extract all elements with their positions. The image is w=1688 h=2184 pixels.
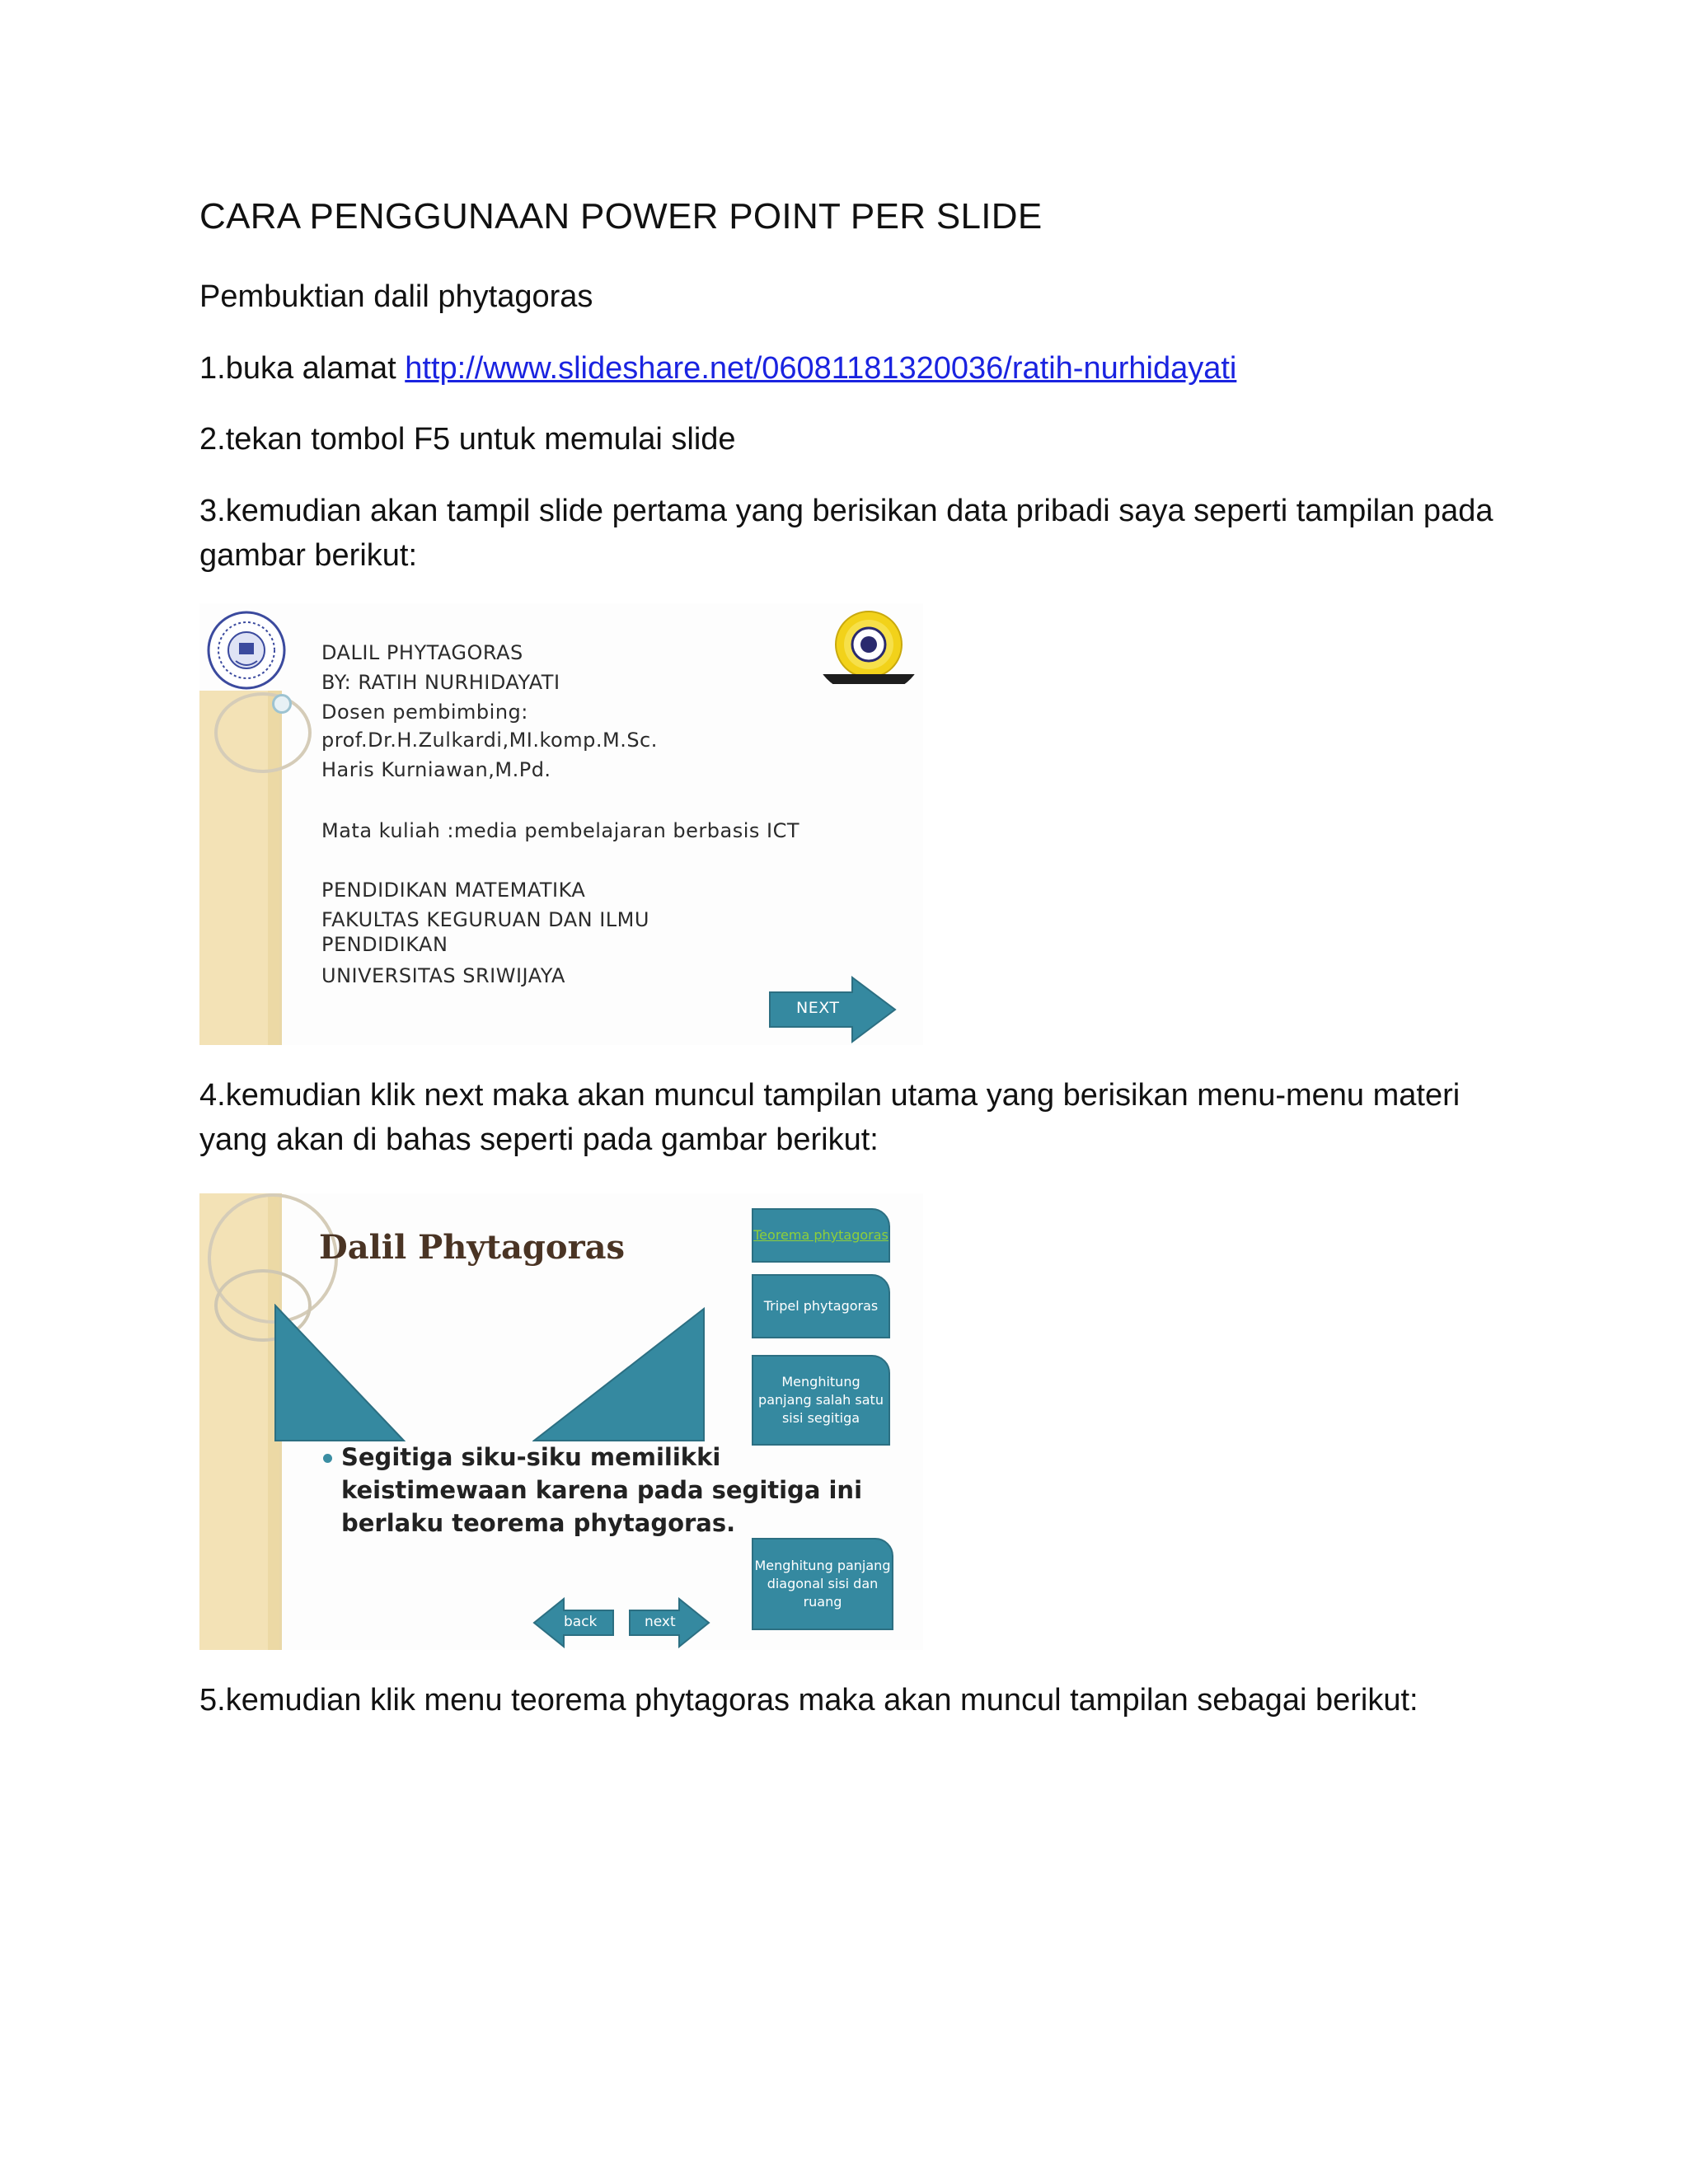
- slide2-back-label[interactable]: back: [564, 1614, 598, 1630]
- slide2-next-label[interactable]: next: [645, 1614, 676, 1630]
- slide1-line7: PENDIDIKAN MATEMATIKA: [321, 879, 586, 902]
- menu-teorema-phytagoras-button[interactable]: Teorema phytagoras: [752, 1208, 890, 1263]
- slide2-title: Dalil Phytagoras: [319, 1228, 626, 1267]
- slide1-line5: Haris Kurniawan,M.Pd.: [321, 758, 551, 781]
- slide1-line2: BY: RATIH NURHIDAYATI: [321, 671, 560, 694]
- step1-prefix: 1.buka alamat: [199, 351, 406, 386]
- slide1-swirl-ornament: [214, 692, 312, 773]
- slide1-screenshot: [199, 603, 923, 1045]
- slide2-bullet-text: Segitiga siku-siku memilikki keistimewaan karena pada segitiga ini berlaku teorema phytagoras.: [341, 1443, 863, 1537]
- step2-paragraph: 2.tekan tombol F5 untuk memulai slide: [199, 422, 736, 457]
- slide1-line9: PENDIDIKAN: [321, 933, 448, 956]
- bullet-dot: [323, 1454, 332, 1463]
- step4-paragraph: 4.kemudian klik next maka akan muncul tampilan utama yang berisikan menu-menu materi yang akan di bahas seperti pada gambar berikut:: [199, 1078, 1461, 1157]
- step3-paragraph: 3.kemudian akan tampil slide pertama yang berisikan data pribadi saya seperti tampilan pada gambar berikut:: [199, 494, 1493, 573]
- slide1-line6: Mata kuliah :media pembelajaran berbasis ICT: [321, 819, 800, 842]
- document-title: CARA PENGGUNAAN POWER POINT PER SLIDE: [199, 196, 1043, 237]
- subtitle-text: Pembuktian dalil phytagoras: [199, 279, 593, 314]
- slide2-screenshot: [199, 1193, 923, 1650]
- slide1-dot-ornament: [272, 694, 292, 714]
- university-emblem-icon: [206, 610, 287, 691]
- slide1-next-label[interactable]: NEXT: [796, 999, 840, 1017]
- step1-paragraph: [199, 346, 1518, 391]
- slide1-line8: FAKULTAS KEGURUAN DAN ILMU: [321, 908, 649, 931]
- right-triangle-icon: [532, 1307, 706, 1442]
- unsri-seal-icon: [814, 603, 923, 696]
- menu-sisi-segitiga-button[interactable]: Menghitung panjang salah satu sisi segitiga: [752, 1355, 890, 1446]
- step5-paragraph: 5.kemudian klik menu teorema phytagoras maka akan muncul tampilan sebagai berikut:: [199, 1683, 1418, 1718]
- slide1-line1: DALIL PHYTAGORAS: [321, 641, 523, 664]
- slide1-line4: prof.Dr.H.Zulkardi,MI.komp.M.Sc.: [321, 729, 658, 752]
- slide1-line10: UNIVERSITAS SRIWIJAYA: [321, 964, 565, 987]
- left-triangle-icon: [274, 1304, 406, 1442]
- menu-diagonal-button[interactable]: Menghitung panjang diagonal sisi dan ruang: [752, 1538, 893, 1630]
- menu-tripel-phytagoras-button[interactable]: Tripel phytagoras: [752, 1274, 890, 1338]
- slide1-line3: Dosen pembimbing:: [321, 701, 528, 724]
- slideshare-link[interactable]: http://www.slideshare.net/06081181320036/ratih-nurhidayati: [405, 351, 1237, 386]
